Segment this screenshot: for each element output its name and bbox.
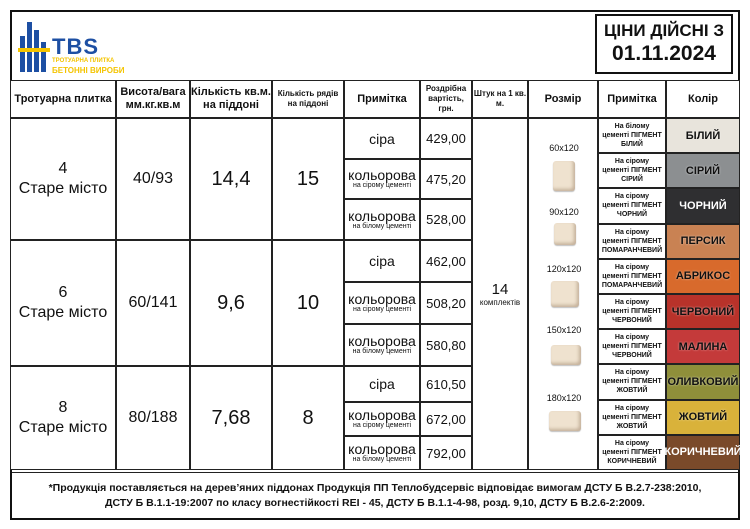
variant-note xyxy=(344,240,420,282)
variant-main: кольорова xyxy=(348,441,416,457)
color-swatch: ПЕРСИК xyxy=(666,224,740,259)
product-rows: 15 xyxy=(272,118,344,240)
variant-cell xyxy=(344,366,420,470)
price-cell: 792,00 xyxy=(420,436,472,470)
color-note: На білому цементі ПІГМЕНТ БІЛИЙ xyxy=(598,118,666,153)
product-name-cell xyxy=(10,240,116,366)
product-sqm: 9,6 xyxy=(190,240,272,366)
color-swatch: ЧОРНИЙ xyxy=(666,188,740,223)
color-swatch: СІРИЙ xyxy=(666,153,740,188)
color-note: На сірому цементі ПІГМЕНТ ЖОВТИЙ xyxy=(598,400,666,435)
price-cell: 508,20 xyxy=(420,282,472,324)
tile-60x120 xyxy=(553,161,575,191)
variant-main: сіра xyxy=(369,130,395,147)
color-swatch: КОРИЧНЕВИЙ xyxy=(666,435,740,470)
price-cell: 528,00 xyxy=(420,199,472,240)
variant-main: кольорова xyxy=(348,291,416,307)
product-name: Старе місто xyxy=(18,304,108,321)
product-sqm: 7,68 xyxy=(190,366,272,470)
variant-sub: на сірому цементі xyxy=(352,422,412,429)
variant-main: кольорова xyxy=(348,167,416,183)
variant-sub: на сірому цементі xyxy=(352,182,412,189)
valid-label: ЦІНИ ДІЙСНІ З xyxy=(603,21,725,40)
variant-note xyxy=(344,159,420,199)
color-swatch: АБРИКОС xyxy=(666,259,740,294)
tile-180x120 xyxy=(549,411,581,431)
footer-line-2: ДСТУ Б В.1.1-19:2007 по класу вогнестійкості REI - 45, ДСТУ Б В.1.1-4-98, розд. 9,10, ДСТУ Б В.2.6-2:2009. xyxy=(105,497,645,509)
valid-date-box xyxy=(595,14,733,74)
header-pcs: Штук на 1 кв. м. xyxy=(472,80,528,118)
color-swatch: БІЛИЙ xyxy=(666,118,740,153)
product-rows: 10 xyxy=(272,240,344,366)
color-note: На сірому цементі ПІГМЕНТ КОРИЧНЕВИЙ xyxy=(598,435,666,470)
variant-sub: на білому цементі xyxy=(352,348,412,355)
variant-sub: на білому цементі xyxy=(352,456,412,463)
variant-note xyxy=(344,118,420,159)
logo-building-icon xyxy=(18,16,52,74)
color-note: На сірому цементі ПІГМЕНТ ПОМАРАНЧЕВИЙ xyxy=(598,224,666,259)
product-hw: 60/141 xyxy=(116,240,190,366)
header-height-weight: Висота/вага мм.кг.кв.м xyxy=(116,80,190,118)
color-note: На сірому цементі ПІГМЕНТ ПОМАРАНЧЕВИЙ xyxy=(598,259,666,294)
pcs-label: комплектів xyxy=(479,298,521,307)
header-tile: Тротуарна плитка xyxy=(10,80,116,118)
product-rows: 8 xyxy=(272,366,344,470)
variant-main: сіра xyxy=(369,253,395,269)
footer-line-1: *Продукція поставляється на дерев’яних піддонах Продукція ПП Теплобудсервіс відповідає вимогам ДСТУ Б В.2.7-238:2010, xyxy=(48,482,702,494)
product-name-cell xyxy=(10,366,116,470)
size-label: 180x120 xyxy=(546,393,582,403)
price-cell: 610,50 xyxy=(420,366,472,402)
tile-90x120 xyxy=(554,223,576,245)
variant-main: кольорова xyxy=(348,333,416,349)
variant-note xyxy=(344,366,420,402)
variant-note xyxy=(344,436,420,470)
header-note: Примітка xyxy=(344,80,420,118)
logo-tagline-2: БЕТОННІ ВИРОБИ xyxy=(52,66,125,75)
header-price: Роздрібна вартість, грн. xyxy=(420,80,472,118)
size-label: 120x120 xyxy=(546,264,582,274)
color-swatch: ОЛИВКОВИЙ xyxy=(666,364,740,399)
header-sqm-pallet: Кількість кв.м. на піддоні xyxy=(190,80,272,118)
color-note: На сірому цементі ПІГМЕНТ СІРИЙ xyxy=(598,153,666,188)
product-name: Старе місто xyxy=(18,419,108,436)
logo-tagline-1: ТРОТУАРНА ПЛИТКА xyxy=(52,58,115,64)
product-name-cell xyxy=(10,118,116,240)
pcs-cell xyxy=(472,118,528,470)
product-hw: 80/188 xyxy=(116,366,190,470)
color-note: На сірому цементі ПІГМЕНТ ЧЕРВОНИЙ xyxy=(598,329,666,364)
variant-sub: на білому цементі xyxy=(352,222,412,230)
header-size: Розмір xyxy=(528,80,598,118)
color-swatch: МАЛИНА xyxy=(666,329,740,364)
color-swatch: ЧЕРВОНИЙ xyxy=(666,294,740,329)
price-cell: 580,80 xyxy=(420,324,472,366)
variant-note xyxy=(344,282,420,324)
logo-brand: TBS xyxy=(52,34,99,59)
price-cell: 462,00 xyxy=(420,240,472,282)
footer-note xyxy=(12,472,738,518)
header-note-2: Примітка xyxy=(598,80,666,118)
variant-cell xyxy=(344,240,420,366)
price-cell: 475,20 xyxy=(420,159,472,199)
logo xyxy=(18,16,128,78)
size-column xyxy=(528,118,598,470)
product-num: 4 xyxy=(58,160,68,177)
size-label: 60x120 xyxy=(549,143,579,153)
variant-cell xyxy=(344,118,420,240)
product-num: 8 xyxy=(58,399,68,416)
product-name: Старе місто xyxy=(18,180,108,197)
header-color: Колір xyxy=(666,80,740,118)
price-cell: 672,00 xyxy=(420,402,472,436)
pcs-value: 14 xyxy=(491,281,509,298)
header-rows-pallet: Кількість рядів на піддоні xyxy=(272,80,344,118)
price-cell: 429,00 xyxy=(420,118,472,159)
variant-main: кольорова xyxy=(348,407,416,423)
tile-150x120 xyxy=(551,345,581,365)
variant-sub: на сірому цементі xyxy=(352,306,412,313)
color-note: На сірому цементі ПІГМЕНТ ЧОРНИЙ xyxy=(598,188,666,223)
color-note: На сірому цементі ПІГМЕНТ ЖОВТИЙ xyxy=(598,364,666,399)
size-label: 150x120 xyxy=(546,325,582,335)
product-sqm: 14,4 xyxy=(190,118,272,240)
variant-main: кольорова xyxy=(348,207,416,224)
size-label: 90x120 xyxy=(549,207,579,217)
variant-note xyxy=(344,199,420,240)
color-swatch: ЖОВТИЙ xyxy=(666,400,740,435)
variant-note xyxy=(344,324,420,366)
variant-main: сіра xyxy=(369,376,395,392)
tile-120x120 xyxy=(551,281,579,307)
product-num: 6 xyxy=(58,284,68,301)
variant-note xyxy=(344,402,420,436)
valid-date: 01.11.2024 xyxy=(612,42,716,65)
color-note: На сірому цементі ПІГМЕНТ ЧЕРВОНИЙ xyxy=(598,294,666,329)
product-hw: 40/93 xyxy=(116,118,190,240)
